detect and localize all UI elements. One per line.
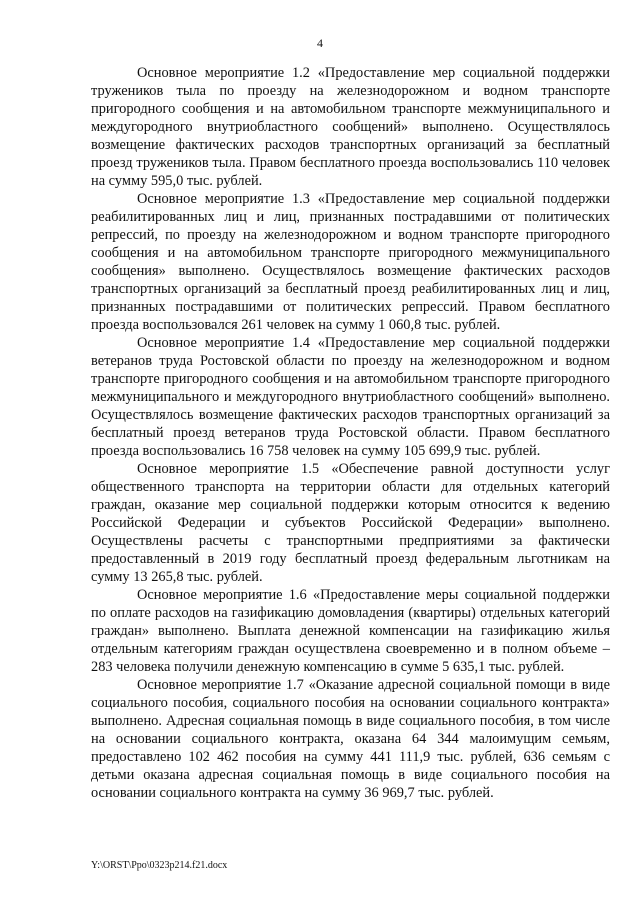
paragraph-measure-1-5: Основное мероприятие 1.5 «Обеспечение равной доступности услуг общественного транспорта на территории области для отдельных категорий граждан, оказание мер социальной поддержки которым относится к ведению Российской Федерации и субъектов Российской Федерации» выполнено. Осуществлены расчеты с транспортными предприятиями за фактически предоставленный в 2019 году бесплатный проезд федеральным льготникам на сумму 13 265,8 тыс. рублей.	[91, 461, 610, 585]
page-number: 4	[317, 36, 323, 50]
paragraph-measure-1-4: Основное мероприятие 1.4 «Предоставление мер социальной поддержки ветеранов труда Ростовской области по проезду на железнодорожном и водном транспорте пригородного сообщения и на автомобильном транспорте пригородного межмуниципального и междугородного внутриобластного сообщений» выполнено. Осуществлялось возмещение фактических расходов транспортных организаций за бесплатный проезд ветеранов труда Ростовской области. Правом бесплатного проезда воспользовались 16 758 человек на сумму 105 699,9 тыс. рублей.	[91, 335, 610, 459]
document-body	[91, 64, 610, 802]
paragraph-measure-1-7: Основное мероприятие 1.7 «Оказание адресной социальной помощи в виде социального пособия, социального пособия на основании социального контракта» выполнено. Адресная социальная помощь в виде социального пособия, в том числе на основании социального контракта, оказана 64 344 малоимущим семьям, предоставлено 102 462 пособия на сумму 441 111,9 тыс. рублей, 636 семьям с детьми оказана адресная социальная помощь в виде социального пособия на основании социального контракта на сумму 36 969,7 тыс. рублей.	[91, 677, 610, 801]
paragraph-measure-1-3: Основное мероприятие 1.3 «Предоставление мер социальной поддержки реабилитированных лиц и лиц, признанных пострадавшими от политических репрессий, по проезду на железнодорожном и водном транспорте пригородного сообщения и на автомобильном транспорте пригородного межмуниципального сообщения» выполнено. Осуществлялось возмещение фактических расходов транспортных организаций за бесплатный проезд реабилитированных лиц и лиц, признанных пострадавшими от политических репрессий. Правом бесплатного проезда воспользовался 261 человек на сумму 1 060,8 тыс. рублей.	[91, 191, 610, 333]
paragraph-measure-1-2: Основное мероприятие 1.2 «Предоставление мер социальной поддержки тружеников тыла по проезду на железнодорожном и водном транспорте пригородного сообщения и на автомобильном транспорте межмуниципального и междугородного внутриобластного сообщений» выполнено. Осуществлялось возмещение фактических расходов транспортных организаций за бесплатный проезд тружеников тыла. Правом бесплатного проезда воспользовались 110 человек на сумму 595,0 тыс. рублей.	[91, 65, 610, 189]
footer-file-path: Y:\ORST\Ppo\0323p214.f21.docx	[91, 860, 228, 871]
paragraph-measure-1-6: Основное мероприятие 1.6 «Предоставление меры социальной поддержки по оплате расходов на газификацию домовладения (квартиры) отдельных категорий граждан» выполнено. Выплата денежной компенсации на газификацию жилья отдельным категориям граждан осуществлена своевременно и в полном объеме – 283 человека получили денежную компенсацию в сумме 5 635,1 тыс. рублей.	[91, 587, 610, 675]
